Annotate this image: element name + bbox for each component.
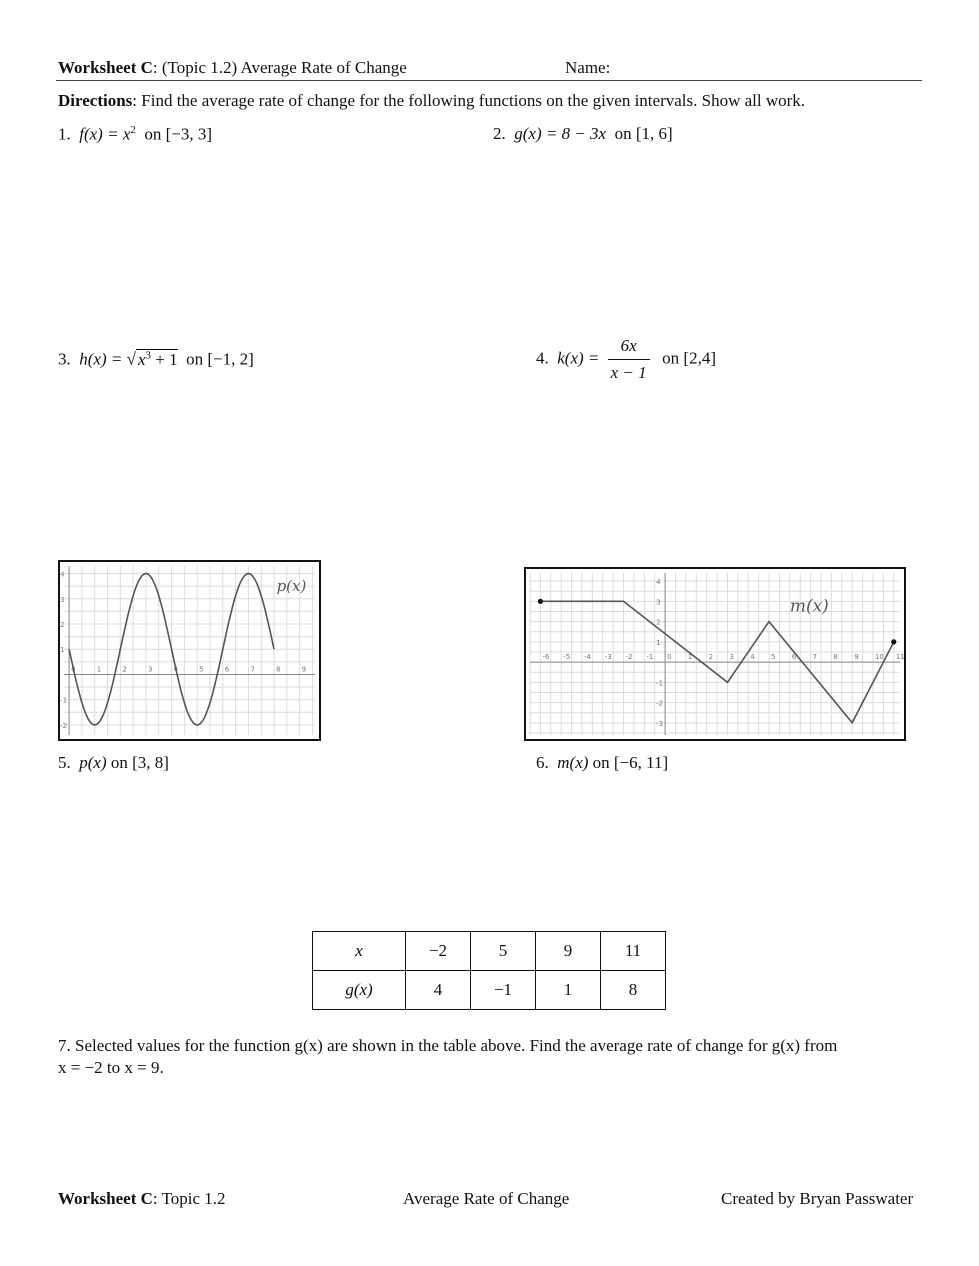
problem-6: 6. m(x) on [−6, 11] (536, 753, 669, 772)
x-tick-label: 4 (750, 653, 755, 662)
graph-p-svg (60, 562, 319, 739)
problem-2: 2. g(x) = 8 − 3x on [1, 6] (493, 124, 673, 143)
table-cell: −1 (471, 971, 536, 1010)
y-tick-label: 3 (60, 595, 65, 604)
y-tick-label: 4 (656, 578, 661, 587)
y-tick-label: -2 (656, 699, 664, 708)
y-tick-label: -3 (656, 719, 664, 728)
directions: Directions: Find the average rate of change for the following functions on the given intervals. Show all work. (58, 91, 806, 110)
x-tick-label: -5 (563, 653, 571, 662)
x-tick-label: 6 (224, 665, 230, 674)
x-tick-label: 7 (250, 665, 255, 674)
table-row (313, 932, 666, 971)
x-tick-label: 9 (854, 653, 859, 662)
table-cell: 11 (601, 932, 666, 971)
x-tick-label: -4 (583, 653, 591, 662)
x-tick-label: 6 (791, 653, 797, 662)
endpoint-dot (891, 639, 896, 644)
y-tick-label: -1 (656, 679, 664, 688)
graph-m-svg (526, 569, 904, 739)
values-table (312, 931, 666, 1010)
y-tick-label: 3 (656, 598, 661, 607)
worksheet-title: Worksheet C: (Topic 1.2) Average Rate of Change (58, 58, 407, 77)
x-tick-label: 10 (874, 653, 884, 662)
x-tick-label: 8 (833, 653, 838, 662)
table-cell: 8 (601, 971, 666, 1010)
y-tick-label: 2 (60, 621, 65, 630)
x-tick-label: 9 (301, 665, 307, 674)
graph-m (524, 567, 906, 741)
endpoint-dot (538, 599, 543, 604)
y-tick-label: 1 (656, 638, 661, 647)
problem-3: 3. h(x) = √ $x^3 + 1$ on [−1, 2] (58, 349, 254, 369)
x-tick-label: 2 (122, 665, 127, 674)
x-tick-label: 3 (147, 665, 153, 674)
y-tick-label: -2 (60, 721, 68, 730)
x-tick-label: -2 (625, 653, 633, 662)
chart-title: m(x) (789, 596, 829, 617)
x-tick-label: 11 (895, 653, 904, 662)
chart-title: p(x) (276, 577, 307, 596)
x-tick-label: 8 (276, 665, 281, 674)
table-row (313, 971, 666, 1010)
fraction: $\frac{6x}{x - 1}$ (608, 336, 650, 383)
x-tick-label: 1 (687, 653, 693, 662)
graph-p (58, 560, 321, 741)
y-tick-label: 1 (60, 646, 65, 655)
footer-left: Worksheet C: Topic 1.2 (58, 1189, 226, 1208)
y-tick-label: 2 (656, 618, 661, 627)
problem-4: 4. k(x) = $\frac{6x}{x - 1}$ on [2,4] (536, 336, 716, 382)
x-tick-label: 3 (729, 653, 734, 662)
x-tick-label: 2 (708, 653, 714, 662)
name-label: Name: (565, 58, 611, 77)
x-tick-label: 5 (199, 665, 204, 674)
table-cell: g(x) (313, 971, 406, 1010)
problem-7-line1: 7. Selected values for the function g(x) are shown in the table above. Find the average rate of change for g(x) from (58, 1036, 838, 1055)
x-tick-label: 0 (71, 665, 76, 674)
table-cell: −2 (406, 932, 471, 971)
problem-5: 5. p(x) on [3, 8] (58, 753, 169, 772)
header-rule (56, 80, 922, 81)
problem-1: 1. $f(x) = x^2$ on [−3, 3] (58, 124, 213, 144)
footer-right: Created by Bryan Passwater (721, 1189, 914, 1208)
table-cell: x (313, 932, 406, 971)
problem-7-line2: x = −2 to x = 9. (58, 1058, 164, 1077)
x-tick-label: 0 (667, 653, 672, 662)
table-cell: 5 (471, 932, 536, 971)
x-tick-label: 4 (173, 665, 179, 674)
x-tick-label: -6 (542, 653, 550, 662)
table-cell: 1 (536, 971, 601, 1010)
y-tick-label: 4 (60, 570, 65, 579)
x-tick-label: -3 (604, 653, 612, 662)
x-tick-label: 7 (812, 653, 818, 662)
x-tick-label: 5 (771, 653, 776, 662)
footer-center: Average Rate of Change (403, 1189, 570, 1208)
x-tick-label: 1 (96, 665, 102, 674)
table-cell: 4 (406, 971, 471, 1010)
x-tick-label: -1 (646, 653, 654, 662)
table-cell: 9 (536, 932, 601, 971)
y-tick-label: -1 (60, 696, 68, 705)
